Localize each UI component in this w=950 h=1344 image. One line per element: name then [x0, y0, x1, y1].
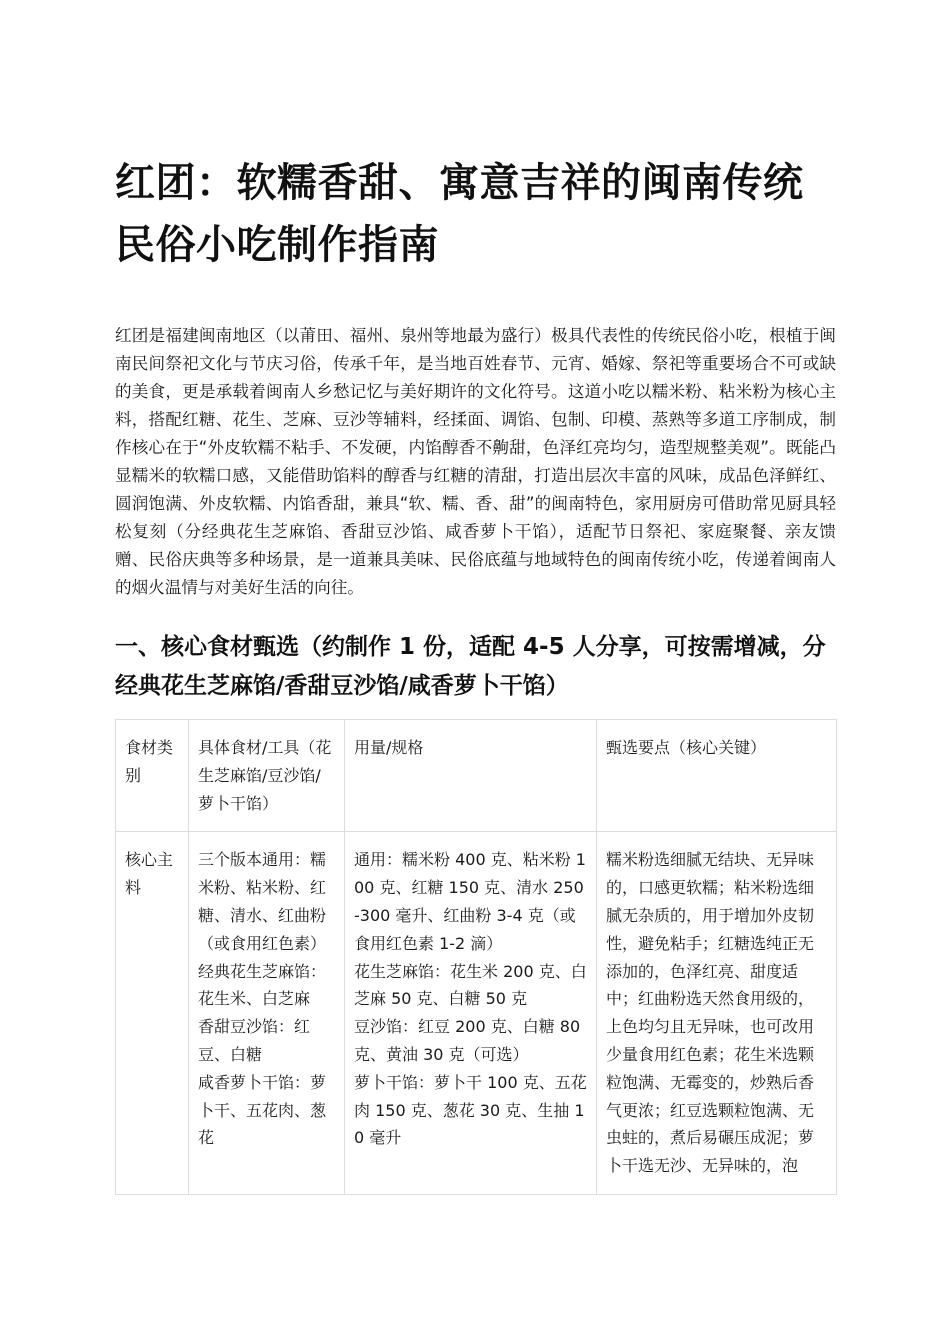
section-heading-ingredients: 一、核心食材甄选（约制作 1 份，适配 4-5 人分享，可按需增减，分经典花生芝麻馅/香甜豆沙馅/咸香萝卜干馅） — [115, 634, 826, 699]
cell-ingredient — [189, 832, 345, 1195]
header-tips: 甄选要点（核心关键） — [597, 720, 837, 832]
header-amount: 用量/规格 — [345, 720, 597, 832]
table-row — [116, 832, 837, 1195]
ingredient-line-peanut-sesame: 经典花生芝麻馅：花生米、白芝麻 — [198, 961, 327, 1009]
intro-paragraph: 红团是福建闽南地区（以莆田、福州、泉州等地最为盛行）极具代表性的传统民俗小吃，根植于闽南民间祭祀文化与节庆习俗，传承千年，是当地百姓春节、元宵、婚嫁、祭祀等重要场合不可或缺的美食，更是承载着闽南人乡愁记忆与美好期许的文化符号。这道小吃以糯米粉、粘米粉为核心主料，搭配红糖、花生、芝麻、豆沙等辅料，经揉面、调馅、包制、印模、蒸熟等多道工序制成，制作核心在于“外皮软糯不粘手、不发硬，内馅醇香不齁甜，色泽红亮均匀，造型规整美观”。既能凸显糯米的软糯口感，又能借助馅料的醇香与红糖的清甜，打造出层次丰富的风味，成品色泽鲜红、圆润饱满、外皮软糯、内馅香甜，兼具“软、糯、香、甜”的闽南特色，家用厨房可借助常见厨具轻松复刻（分经典花生芝麻馅、香甜豆沙馅、咸香萝卜干馅），适配节日祭祀、家庭聚餐、亲友馈赠、民俗庆典等多种场景，是一道兼具美味、民俗底蕴与地域特色的闽南传统小吃，传递着闽南人的烟火温情与对美好生活的向往。 — [115, 326, 836, 597]
page-title: 红团：软糯香甜、寓意吉祥的闽南传统民俗小吃制作指南 — [115, 160, 804, 268]
document-page — [115, 152, 836, 1195]
cell-amount — [345, 832, 597, 1195]
ingredients-table — [115, 719, 837, 1195]
header-category: 食材类别 — [116, 720, 189, 832]
ingredient-line-common: 三个版本通用：糯米粉、粘米粉、红糖、清水、红曲粉（或食用红色素） — [198, 850, 327, 953]
header-ingredient: 具体食材/工具（花生芝麻馅/豆沙馅/萝卜干馅） — [189, 720, 345, 832]
amount-line-red-bean: 豆沙馅：红豆 200 克、白糖 80 克、黄油 30 克（可选） — [354, 1017, 581, 1064]
ingredient-line-red-bean: 香甜豆沙馅：红豆、白糖 — [198, 1017, 311, 1064]
amount-line-common: 通用：糯米粉 400 克、粘米粉 100 克、红糖 150 克、清水 250-300 毫升、红曲粉 3-4 克（或食用红色素 1-2 滴） — [354, 850, 586, 953]
amount-line-radish: 萝卜干馅：萝卜干 100 克、五花肉 150 克、葱花 30 克、生抽 10 毫升 — [354, 1072, 587, 1148]
table-header-row — [116, 720, 837, 832]
cell-category: 核心主料 — [116, 832, 189, 1195]
ingredient-line-radish: 咸香萝卜干馅：萝卜干、五花肉、葱花 — [198, 1072, 327, 1148]
cell-tips: 糯米粉选细腻无结块、无异味的，口感更软糯；粘米粉选细腻无杂质的，用于增加外皮韧性，避免粘手；红糖选纯正无添加的，色泽红亮、甜度适中；红曲粉选天然食用级的，上色均匀且无异味，也可改用少量食用红色素；花生米选颗粒饱满、无霉变的，炒熟后香气更浓；红豆选颗粒饱满、无虫蛀的，煮后易碾压成泥；萝卜干选无沙、无异味的，泡 — [597, 832, 837, 1195]
amount-line-peanut-sesame: 花生芝麻馅：花生米 200 克、白芝麻 50 克、白糖 50 克 — [354, 961, 587, 1009]
